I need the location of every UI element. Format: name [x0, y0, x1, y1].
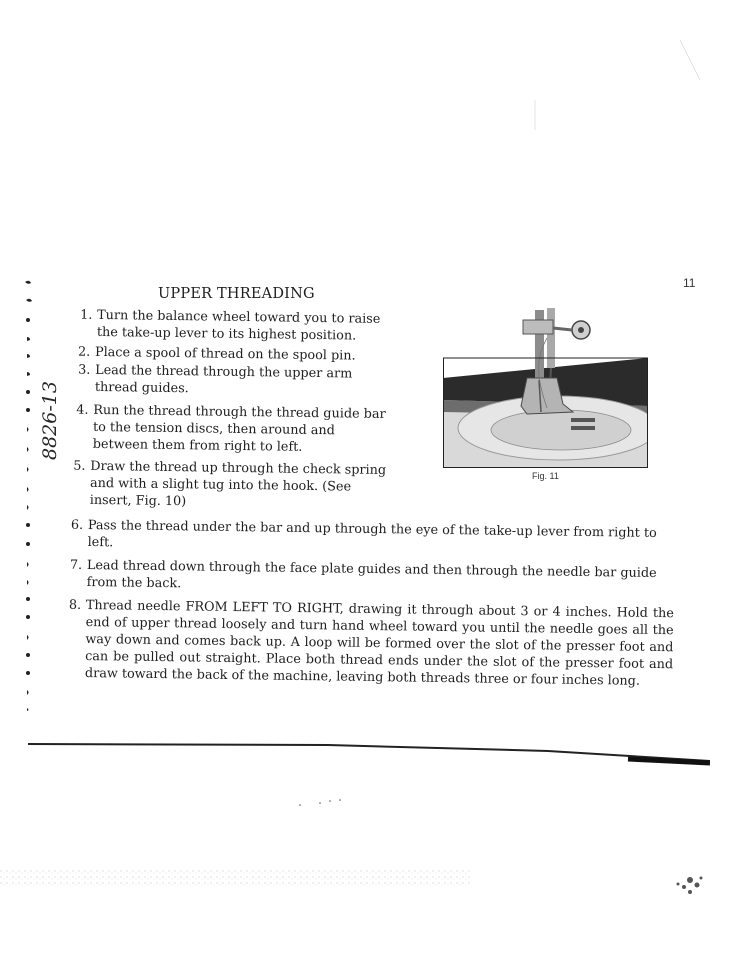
- handwritten-note-text: 8826-13: [39, 381, 61, 460]
- step-text: Lead the thread through the upper arm thread guides.: [94, 362, 353, 397]
- binding-marks: [22, 262, 36, 712]
- step-item: [68, 597, 674, 690]
- step-number: 1.: [80, 307, 93, 323]
- step-number: 4.: [76, 402, 89, 418]
- figure-caption: Fig. 11: [532, 471, 559, 481]
- page-rule: [28, 741, 710, 771]
- step-number: 7.: [69, 557, 83, 573]
- step-number: 2.: [77, 344, 91, 360]
- sewing-machine-needle-photo: [443, 308, 648, 468]
- step-text: Place a spool of thread on the spool pin.: [94, 344, 356, 364]
- step-item: [78, 362, 395, 400]
- step-number: 3.: [78, 362, 91, 378]
- step-text: Turn the balance wheel toward you to raise the take-up lever to its highest position.: [96, 307, 381, 344]
- step-number: 6.: [70, 517, 84, 533]
- step-item: [70, 517, 678, 559]
- step-item: [76, 402, 394, 457]
- handwritten-note: [34, 358, 64, 468]
- step-number: 8.: [68, 597, 82, 613]
- step-text: Run the thread through the thread guide bar to the tension discs, then around and between them from right to left.: [92, 402, 386, 455]
- step-text: Thread needle FROM LEFT TO RIGHT, drawing it through about 3 or 4 inches. Hold the end of upper thread loosely and turn hand wheel toward you until the needle goes all the way down and comes back up. A loop will be formed over the slot of the presser foot and can be pulled out straight. Place both thread ends under the slot of the presser foot and draw toward the back of the machine, leaving both threads three or four inches long.: [84, 597, 674, 689]
- page-title: UPPER THREADING: [158, 286, 315, 302]
- step-text: Pass the thread under the bar and up through the eye of the take-up lever from right to left.: [87, 517, 657, 551]
- step-text: Draw the thread up through the check spring and with a slight tug into the hook. (See insert, Fig. 10): [89, 458, 387, 510]
- step-item: [80, 307, 397, 345]
- step-text: Lead thread down through the face plate guides and then through the needle bar guide from the back.: [86, 557, 657, 592]
- step-item: [73, 458, 393, 513]
- step-item: [69, 557, 677, 599]
- step-number: 5.: [73, 458, 86, 474]
- page-number: 11: [683, 276, 696, 290]
